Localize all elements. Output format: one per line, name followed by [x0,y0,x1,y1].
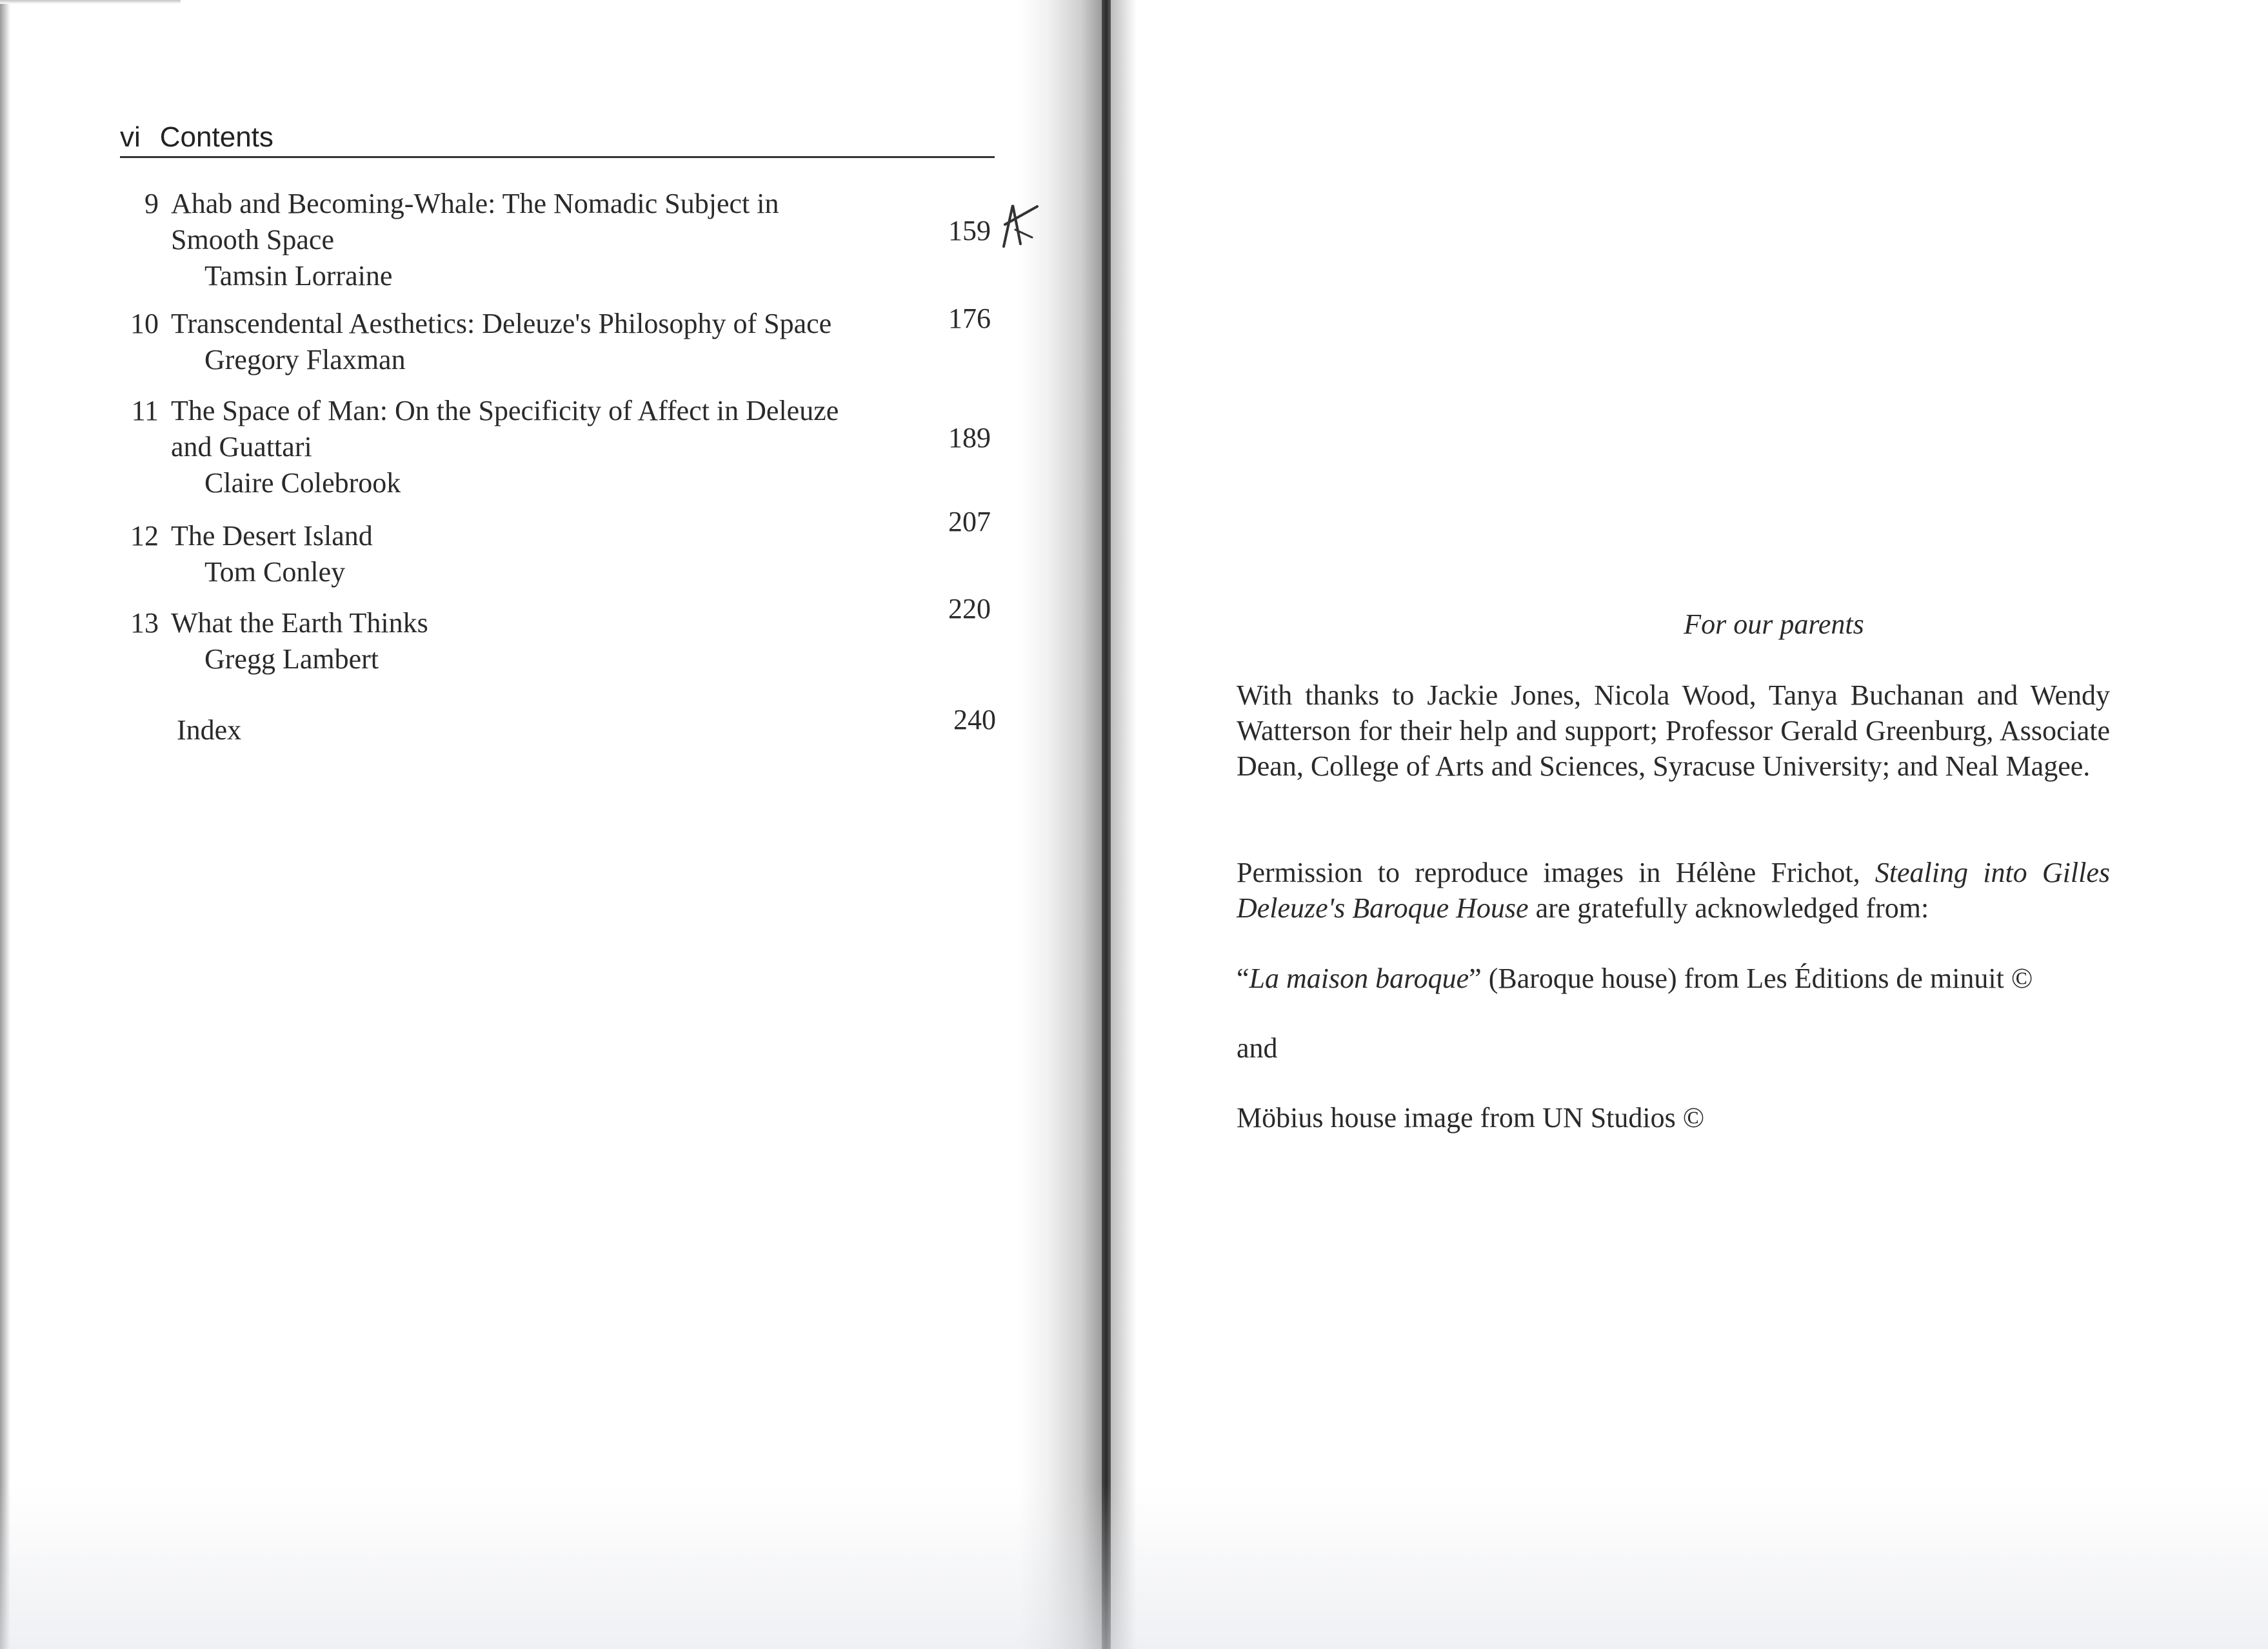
running-head-title: Contents [159,121,274,153]
chapter-number: 11 [131,395,159,426]
index-title [177,712,906,748]
chapter-title [171,393,900,501]
book-spine-gutter [1102,0,1111,1649]
chapter-author: Gregg Lambert [204,643,379,675]
conjunction-and: and [1237,1032,1278,1064]
page-number: 159 [948,215,991,246]
dedication: For our parents [1684,608,1864,640]
page-number: 240 [953,704,996,735]
page-number: 207 [948,506,991,537]
chapter-title-line: and Guattari [171,431,312,463]
credit-close-quote: ” [1469,963,1482,994]
chapter-author: Tamsin Lorraine [204,260,393,292]
chapter-author: Gregory Flaxman [204,344,406,375]
page-folio: vi [120,121,141,153]
permission-statement [1237,855,2110,926]
chapter-number: 10 [130,308,159,339]
chapter-title [171,518,900,590]
chapter-title-line: Index [177,714,242,746]
chapter-title-line: Transcendental Aesthetics: Deleuze's Philosophy of Space [171,308,832,339]
page-number: 220 [948,593,991,625]
handwritten-star-mark [999,199,1045,250]
chapter-title-line: The Space of Man: On the Specificity of Affect in Deleuze [171,395,839,426]
chapter-title-line: Ahab and Becoming-Whale: The Nomadic Subject in [171,188,779,219]
page-number: 176 [948,303,991,334]
credit-open-quote: “ [1237,963,1249,994]
image-credit-2: Möbius house image from UN Studios © [1237,1102,1705,1134]
chapter-author: Tom Conley [204,556,346,588]
table-of-contents [0,0,1032,839]
page-number: 189 [948,422,991,454]
chapter-number: 12 [130,520,159,552]
chapter-number: 13 [130,607,159,639]
book-gutter-shadow-right [1111,0,1137,1649]
chapter-title-line: What the Earth Thinks [171,607,428,639]
credit-text: (Baroque house) from Les Éditions de minuit © [1481,963,2033,994]
chapter-title [171,605,900,677]
scan-bottom-haze [0,1484,2268,1649]
image-credit [1237,961,2110,996]
chapter-title-line: The Desert Island [171,520,373,552]
chapter-title [171,186,900,294]
permission-title: Stealing into Gilles Deleuze's Baroque House [1237,857,2110,924]
acknowledgement-thanks: With thanks to Jackie Jones, Nicola Wood, Tanya Buchanan and Wendy Watterson for their help and support; Professor Gerald Greenburg, Associate Dean, College of Arts and Sciences, Syracuse University; and Neal Magee. [1237,679,2110,782]
permission-text-end: are gratefully acknowledged from: [1528,892,1929,924]
chapter-title-line: Smooth Space [171,224,334,255]
chapter-title [171,306,900,378]
credit-title: La maison baroque [1249,963,1469,994]
chapter-number: 9 [144,188,159,219]
chapter-author: Claire Colebrook [204,467,401,499]
permission-text: Permission to reproduce images in Hélène Frichot, [1237,857,1875,888]
